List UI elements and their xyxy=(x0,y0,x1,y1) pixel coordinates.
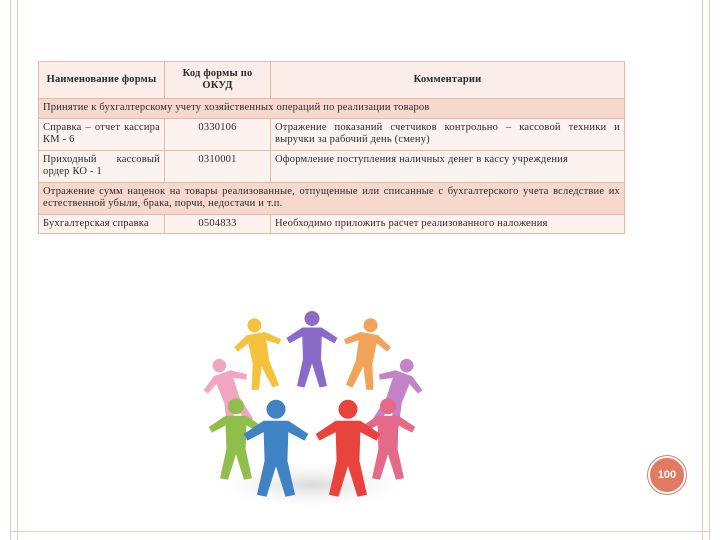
section-title: Отражение сумм наценок на товары реализованные, отпущенные или списанные с бухгалтерского учета вследствие их естественной убыли, брака, порчи, недостачи и т.п. xyxy=(39,182,625,214)
table-header-row xyxy=(39,62,625,99)
header-form-name: Наименование формы xyxy=(39,62,165,99)
form-code-cell: 0504833 xyxy=(165,214,271,234)
header-comments: Комментарии xyxy=(271,62,625,99)
form-name-cell: Бухгалтерская справка xyxy=(39,214,165,234)
form-name-cell: Приходный кассовый ордер КО - 1 xyxy=(39,150,165,182)
form-name-cell: Справка – отчет кассира КМ - 6 xyxy=(39,118,165,150)
page-number-badge: 100 xyxy=(648,456,686,494)
form-code-cell: 0330106 xyxy=(165,118,271,150)
section-title: Принятие к бухгалтерскому учету хозяйственных операций по реализации товаров xyxy=(39,99,625,119)
left-frame-line xyxy=(10,0,18,540)
table-section-row xyxy=(39,99,625,119)
people-circle-illustration xyxy=(200,295,425,515)
table-row xyxy=(39,118,625,150)
forms-table xyxy=(38,61,625,234)
form-code-cell: 0310001 xyxy=(165,150,271,182)
right-frame-line xyxy=(702,0,710,540)
form-comment-cell: Необходимо приложить расчет реализованного наложения xyxy=(271,214,625,234)
bottom-frame-line xyxy=(10,531,710,532)
form-comment-cell: Оформление поступления наличных денег в кассу учреждения xyxy=(271,150,625,182)
table-row xyxy=(39,150,625,182)
form-comment-cell: Отражение показаний счетчиков контрольно – кассовой техники и выручки за рабочий день (смену) xyxy=(271,118,625,150)
table-section-row xyxy=(39,182,625,214)
header-okud-code: Код формы по ОКУД xyxy=(165,62,271,99)
table-row xyxy=(39,214,625,234)
